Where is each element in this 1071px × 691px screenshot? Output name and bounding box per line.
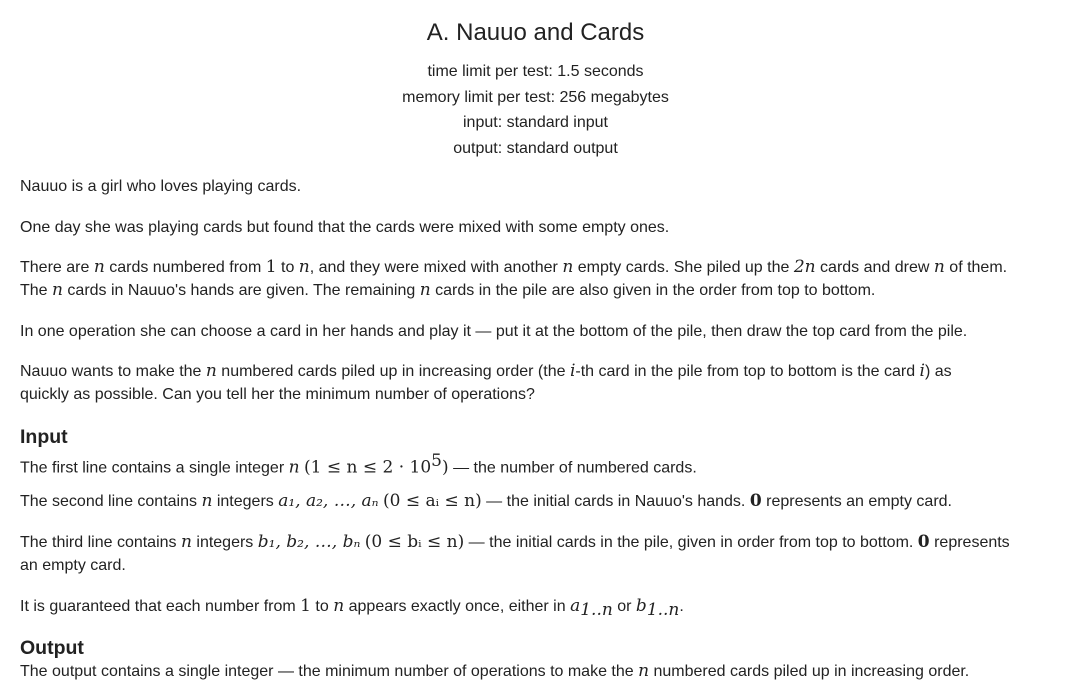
input-line-2: The second line contains n integers a₁, a₂, …, aₙ (0 ≤ aᵢ ≤ n) — the initial cards in Nauuo's hands. 0 represents an empty card. bbox=[20, 491, 952, 511]
problem-title: A. Nauuo and Cards bbox=[426, 19, 645, 46]
output-line-1: The output contains a single integer — the minimum number of operations to make the n numbered cards piled up in increasing order. bbox=[20, 661, 970, 681]
time-limit: time limit per test: 1.5 seconds bbox=[427, 63, 644, 80]
input-line-3: The third line contains n integers b₁, b₂, …, bₙ (0 ≤ bᵢ ≤ n) — the initial cards in the pile, given in order from top to bottom. 0 represents an empty card. bbox=[20, 532, 1010, 574]
input-spec: input: standard input bbox=[463, 114, 608, 131]
statement-paragraph-5: Nauuo wants to make the n numbered cards piled up in increasing order (the i-th card in the pile from top to bottom is the card i) as quickly as possible. Can you tell her the minimum number of operations? bbox=[20, 361, 952, 403]
output-section-title: Output bbox=[20, 637, 84, 659]
statement-paragraph-3: There are n cards numbered from 1 to n, and they were mixed with another n empty cards. She piled up the 2n cards and drew n of them. The n cards in Nauuo's hands are given. The remaining n cards in the pile are also given in the order from top to bottom. bbox=[20, 257, 1008, 300]
statement-paragraph-2: One day she was playing cards but found that the cards were mixed with some empty ones. bbox=[20, 219, 670, 236]
input-line-4: It is guaranteed that each number from 1 to n appears exactly once, either in $a_{1..n}$ or $b_{1..n}$. bbox=[20, 596, 684, 621]
output-spec: output: standard output bbox=[453, 139, 618, 157]
statement-paragraph-4: In one operation she can choose a card in her hands and play it — put it at the bottom of the pile, then draw the top card from the pile. bbox=[20, 323, 968, 340]
input-line-1: The first line contains a single integer n $(1 \le n \le 2 \cdot 10^5)$ — the number of numbered cards. bbox=[20, 451, 697, 478]
input-section-title: Input bbox=[20, 426, 68, 448]
statement-paragraph-1: Nauuo is a girl who loves playing cards. bbox=[20, 178, 302, 195]
memory-limit: memory limit per test: 256 megabytes bbox=[402, 88, 669, 106]
problem-header bbox=[0, 0, 1071, 161]
